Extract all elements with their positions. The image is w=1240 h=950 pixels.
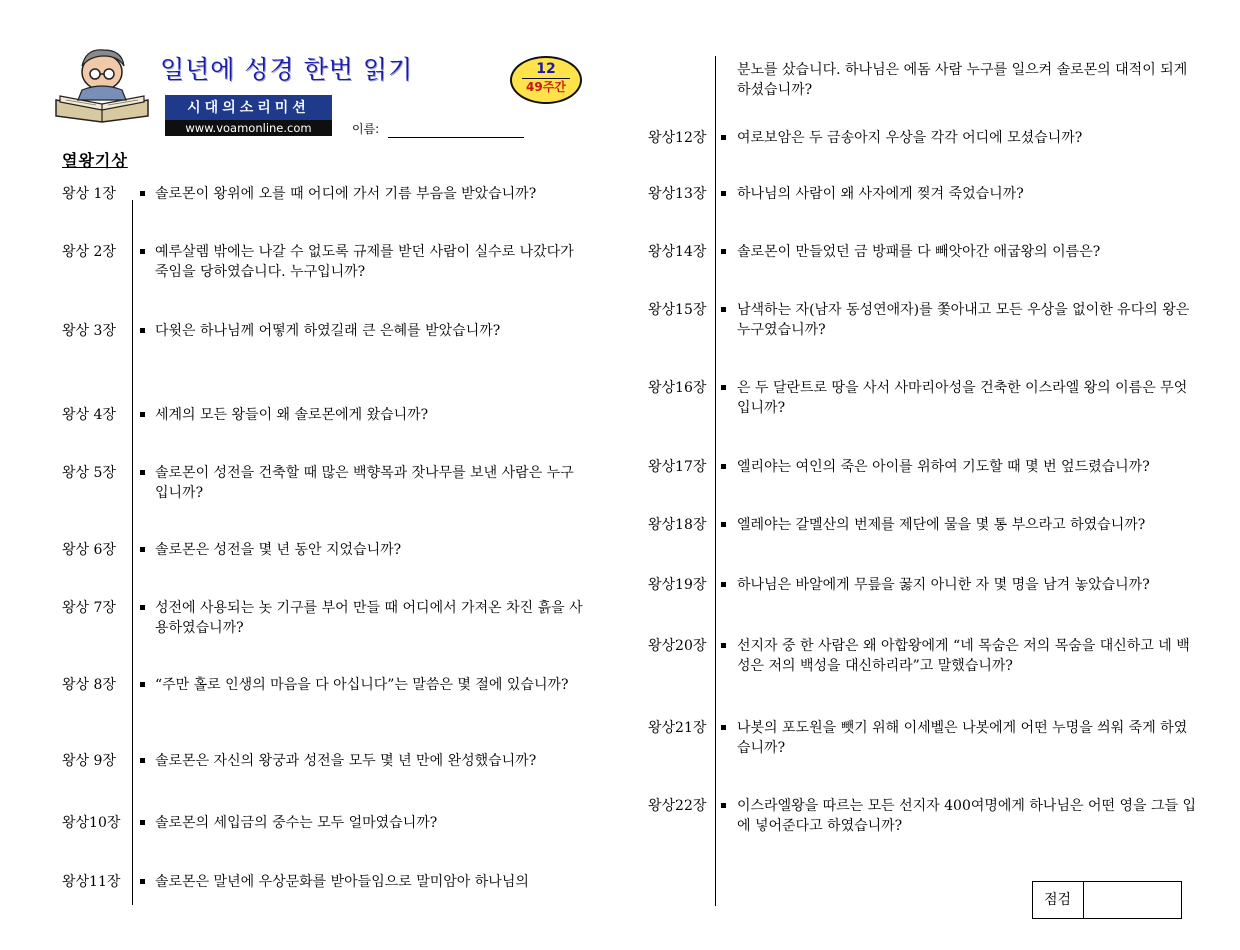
chapter-label: 왕상 6장 [62,542,116,558]
week-badge [510,56,582,104]
bullet-icon [140,470,145,475]
bullet-icon [140,605,145,610]
bullet-icon [721,307,726,312]
bullet-icon [721,135,726,140]
bullet-icon [140,879,145,884]
chapter-label: 왕상 1장 [62,186,116,202]
badge-week: 49주간 [526,80,566,94]
bullet-icon [721,803,726,808]
bullet-icon [140,547,145,552]
bullet-icon [140,758,145,763]
question-text: 솔로몬이 왕위에 오를 때 어디에 가서 기름 부음을 받았습니까? [155,186,537,202]
question-text: 하나님은 바알에게 무릎을 꿇지 아니한 자 몇 명을 남겨 놓았습니까? [737,577,1150,593]
question-text: 다윗은 하나님께 어떻게 하였길래 큰 은혜를 받았습니까? [155,323,501,339]
question-text: 솔로몬은 말년에 우상문화를 받아들임으로 말미암아 하나님의 [155,874,529,890]
name-field-line[interactable] [388,137,524,138]
brand-url: www.voamonline.com [165,120,332,136]
bullet-icon [721,522,726,527]
chapter-label: 왕상13장 [648,186,707,202]
question-text: 하나님의 사람이 왜 사자에게 찢겨 죽었습니까? [737,186,1024,202]
chapter-label: 왕상 3장 [62,323,116,339]
badge-divider [522,78,570,79]
bullet-icon [721,385,726,390]
check-label: 점검 [1032,881,1084,919]
chapter-label: 왕상 8장 [62,677,116,693]
chapter-label: 왕상11장 [62,874,121,890]
chapter-label: 왕상14장 [648,244,707,260]
bullet-icon [721,464,726,469]
bullet-icon [140,682,145,687]
chapter-label: 왕상 2장 [62,244,116,260]
chapter-label: 왕상 4장 [62,407,116,423]
bullet-icon [721,191,726,196]
chapter-label: 왕상10장 [62,815,121,831]
question-text: 세계의 모든 왕들이 왜 솔로몬에게 왔습니까? [155,407,429,423]
bullet-icon [721,725,726,730]
question-text: 여로보암은 두 금송아지 우상을 각각 어디에 모셨습니까? [737,130,1083,146]
chapter-label: 왕상18장 [648,517,707,533]
question-text: 성전에 사용되는 놋 기구를 부어 만들 때 어디에서 가져온 차진 흙을 사용하였습니까? [155,600,583,636]
bullet-icon [140,412,145,417]
bullet-icon [721,249,726,254]
question-text: 남색하는 자(남자 동성연애자)를 쫓아내고 모든 우상을 없이한 유다의 왕은 누구였습니까? [737,302,1190,338]
question-text: 은 두 달란트로 땅을 사서 사마리아성을 건축한 이스라엘 왕의 이름은 무엇입니까? [737,380,1188,416]
question-text: 예루살렘 밖에는 나갈 수 없도록 규제를 받던 사람이 실수로 나갔다가 죽임을 당하였습니다. 누구입니까? [155,244,574,280]
bullet-icon [140,328,145,333]
chapter-label: 왕상 9장 [62,753,116,769]
reader-illustration-icon [52,42,156,124]
continuation-text: 분노를 샀습니다. 하나님은 에돔 사람 누구를 일으켜 솔로몬의 대적이 되게 하셨습니까? [737,62,1188,98]
left-column-divider [132,200,133,905]
bullet-icon [140,820,145,825]
bullet-icon [140,191,145,196]
badge-number: 12 [536,61,556,77]
chapter-label: 왕상19장 [648,577,707,593]
question-text: 이스라엘왕을 따르는 모든 선지자 400여명에게 하나님은 어떤 영을 그들 입에 넣어준다고 하였습니까? [737,798,1196,834]
chapter-label: 왕상17장 [648,459,707,475]
chapter-label: 왕상16장 [648,380,707,396]
chapter-label: 왕상22장 [648,798,707,814]
question-text: 엘리야는 여인의 죽은 아이를 위하여 기도할 때 몇 번 엎드렸습니까? [737,459,1150,475]
chapter-label: 왕상20장 [648,638,707,654]
book-title: 열왕기상 [62,151,128,170]
name-label: 이름: [352,122,380,136]
chapter-label: 왕상 7장 [62,600,116,616]
chapter-label: 왕상 5장 [62,465,116,481]
question-text: 솔로몬은 성전을 몇 년 동안 지었습니까? [155,542,402,558]
page-title: 일년에 성경 한번 읽기 [160,55,414,84]
brand-logo: 시대의소리미션 [165,95,332,121]
question-text: 솔로몬이 성전을 건축할 때 많은 백향목과 잣나무를 보낸 사람은 누구입니까? [155,465,574,501]
question-text: 솔로몬은 자신의 왕궁과 성전을 모두 몇 년 만에 완성했습니까? [155,753,537,769]
chapter-label: 왕상15장 [648,302,707,318]
chapter-label: 왕상12장 [648,130,707,146]
bullet-icon [721,582,726,587]
question-text: 엘레야는 갈멜산의 번제를 제단에 물을 몇 통 부으라고 하였습니까? [737,517,1146,533]
right-column-divider [715,56,716,906]
bullet-icon [721,643,726,648]
question-text: 선지자 중 한 사람은 왜 아합왕에게 “네 목숨은 저의 목숨을 대신하고 네 백성은 저의 백성을 대신하리라”고 말했습니까? [737,638,1190,674]
question-text: 나봇의 포도원을 뺏기 위해 이세벨은 나봇에게 어떤 누명을 씌워 죽게 하였습니까? [737,720,1188,756]
chapter-label: 왕상21장 [648,720,707,736]
question-text: 솔로몬이 만들었던 금 방패를 다 빼앗아간 애굽왕의 이름은? [737,244,1101,260]
bullet-icon [140,249,145,254]
question-text: 솔로몬의 세입금의 중수는 모두 얼마였습니까? [155,815,438,831]
question-text: “주만 홀로 인생의 마음을 다 아십니다”는 말씀은 몇 절에 있습니까? [155,677,569,693]
